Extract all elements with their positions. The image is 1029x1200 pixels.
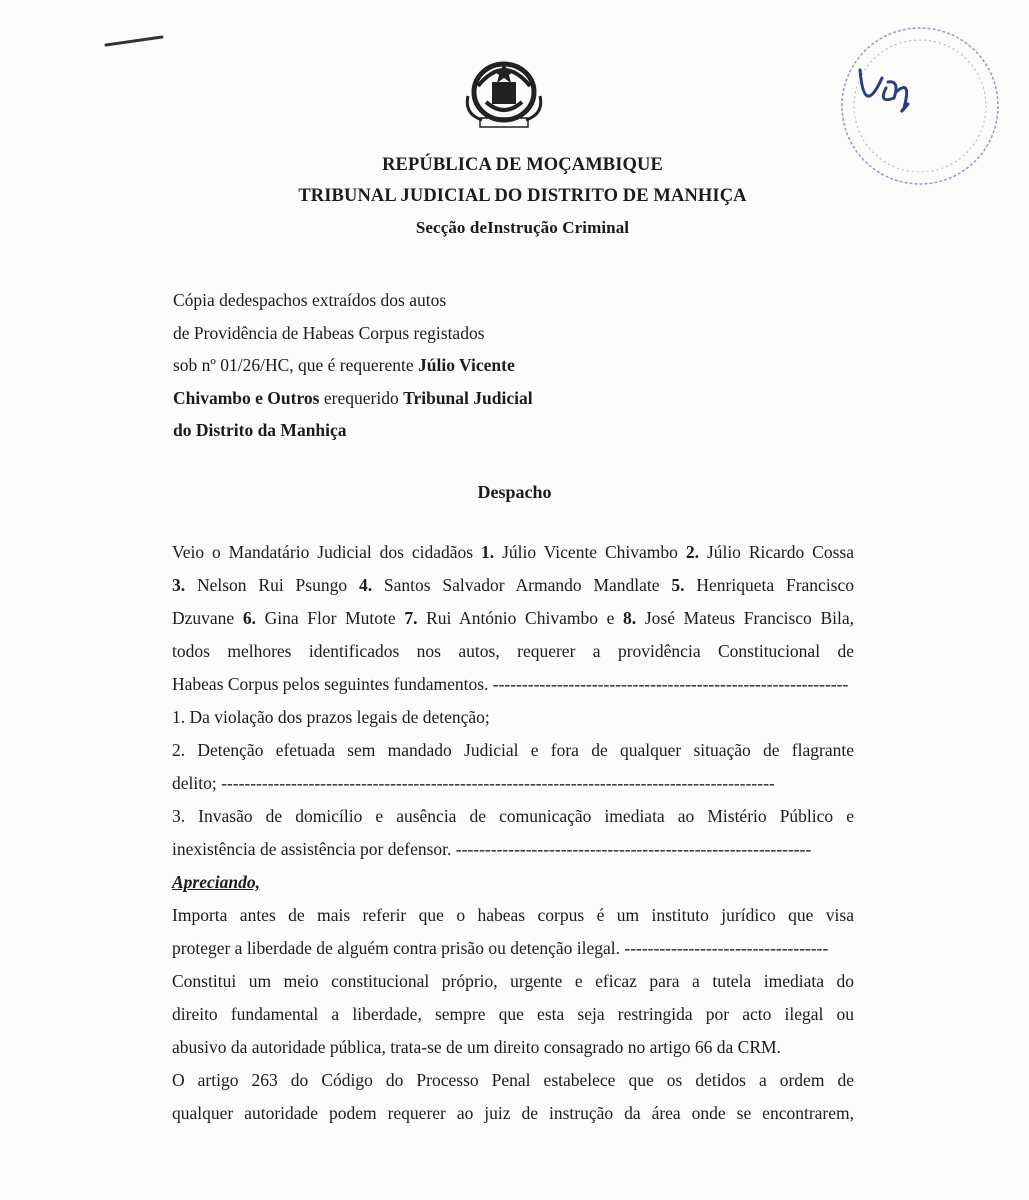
body-line: direito fundamental a liberdade, sempre que esta seja restringida por acto ilegal ou bbox=[172, 1004, 854, 1024]
body-line: Habeas Corpus pelos seguintes fundamentos. ------------------------------------------------------------- bbox=[172, 674, 849, 694]
document-title: Despacho bbox=[477, 482, 552, 502]
republic-heading: REPÚBLICA DE MOÇAMBIQUE bbox=[382, 155, 663, 175]
respondent-name: do Distrito da Manhiça bbox=[173, 420, 347, 440]
applicant-name: Chivambo e Outros bbox=[173, 387, 320, 408]
body-line: Veio o Mandatário Judicial dos cidadãos 1. Júlio Vicente Chivambo 2. Júlio Ricardo Cossa bbox=[172, 542, 854, 562]
body-line: delito; ----------------------------------------------------------------------------------------------- bbox=[172, 773, 775, 793]
body-line: 3. Nelson Rui Psungo 4. Santos Salvador Armando Mandlate 5. Henriqueta Francisco bbox=[172, 575, 855, 595]
pen-mark bbox=[104, 34, 164, 48]
summary-line: de Providência de Habeas Corpus registados bbox=[173, 322, 485, 343]
body-line: qualquer autoridade podem requerer ao juiz de instrução da área onde se encontrarem, bbox=[172, 1103, 854, 1123]
ground-item-1: 1. Da violação dos prazos legais de detenção; bbox=[172, 707, 490, 727]
court-heading: TRIBUNAL JUDICIAL DO DISTRITO DE MANHIÇA bbox=[298, 186, 747, 206]
summary-line bbox=[173, 414, 593, 447]
ground-item-2: 2. Detenção efetuada sem mandado Judicial e fora de qualquer situação de flagrante bbox=[172, 740, 854, 760]
case-summary bbox=[173, 284, 593, 447]
appraisal-heading: Apreciando, bbox=[172, 872, 260, 892]
dash-filler: ----------------------------------------------------------------------------------------------- bbox=[221, 773, 775, 793]
dash-filler: ------------------------------------------------------------- bbox=[455, 839, 812, 859]
coat-of-arms-emblem bbox=[456, 56, 552, 132]
summary-line: Chivambo e Outros erequerido Tribunal Judicial bbox=[173, 387, 533, 408]
respondent-name: Tribunal Judicial bbox=[403, 387, 533, 408]
applicant-name: Júlio Vicente bbox=[418, 355, 515, 375]
dash-filler: ----------------------------------- bbox=[624, 938, 829, 958]
summary-line: Cópia dedespachos extraídos dos autos bbox=[173, 290, 447, 310]
dash-filler: ------------------------------------------------------------- bbox=[492, 674, 849, 694]
body-line: O artigo 263 do Código do Processo Penal estabelece que os detidos a ordem de bbox=[172, 1070, 854, 1090]
body-line: inexistência de assistência por defensor. ------------------------------------------------------------- bbox=[172, 839, 812, 859]
body-line: todos melhores identificados nos autos, requerer a providência Constitucional de bbox=[172, 641, 854, 661]
body-line: abusivo da autoridade pública, trata-se de um direito consagrado no artigo 66 da CRM. bbox=[172, 1037, 781, 1057]
body-line: Dzuvane 6. Gina Flor Mutote 7. Rui António Chivambo e 8. José Mateus Francisco Bila, bbox=[172, 608, 854, 628]
section-heading: Secção deInstrução Criminal bbox=[415, 218, 630, 237]
body-line: Importa antes de mais referir que o habeas corpus é um instituto jurídico que visa bbox=[172, 905, 854, 925]
summary-line: sob nº 01/26/HC, que é requerente Júlio Vicente bbox=[173, 355, 515, 375]
body-line: proteger a liberdade de alguém contra prisão ou detenção ilegal. ----------------------------------- bbox=[172, 938, 829, 958]
ground-item-3: 3. Invasão de domicílio e ausência de comunicação imediata ao Mistério Público e bbox=[172, 806, 854, 826]
body-line: Constitui um meio constitucional próprio, urgente e eficaz para a tutela imediata do bbox=[172, 971, 854, 991]
